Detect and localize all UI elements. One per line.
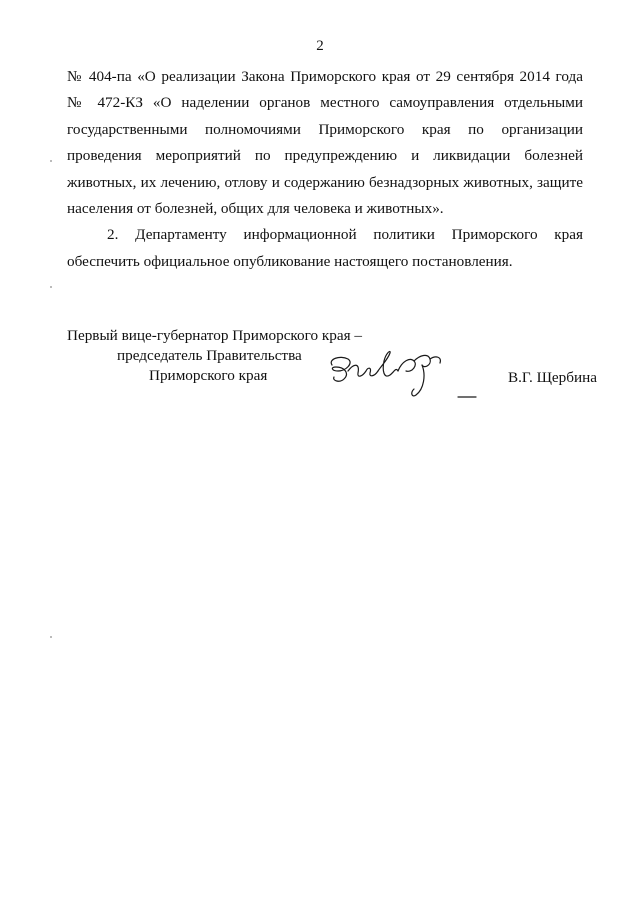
- paragraph-2-line: 2. Департаменту информационной политики Приморского края: [107, 226, 583, 244]
- paragraph-1-line: № 472-КЗ «О наделении органов местного самоуправления отдельными: [67, 94, 583, 112]
- scan-artifact-dot: [50, 160, 52, 162]
- paragraph-1-line: животных, их лечению, отлову и содержанию безнадзорных животных, защите: [67, 173, 583, 191]
- handwritten-signature: [318, 345, 488, 405]
- signatory-position-line-3: Приморского края: [149, 367, 268, 384]
- paragraph-2-line: обеспечить официальное опубликование настоящего постановления.: [67, 252, 513, 270]
- paragraph-1-line: № 404-па «О реализации Закона Приморского края от 29 сентября 2014 года: [67, 68, 583, 85]
- scan-artifact-dot: [50, 286, 52, 288]
- paragraph-1: [67, 64, 583, 222]
- paragraph-2: [67, 222, 583, 275]
- paragraph-1-line: государственными полномочиями Приморского края по организации: [67, 120, 583, 138]
- signatory-name: В.Г. Щербина: [508, 369, 597, 386]
- signatory-position-line-2: председатель Правительства: [117, 347, 302, 364]
- paragraph-1-line: проведения мероприятий по предупреждению и ликвидации болезней: [67, 147, 583, 165]
- scan-artifact-dot: [50, 636, 52, 638]
- page-number: 2: [316, 38, 324, 54]
- paragraph-1-line: населения от болезней, общих для человека и животных».: [67, 200, 444, 218]
- document-body: [67, 64, 583, 275]
- signatory-position-line-1: Первый вице-губернатор Приморского края –: [67, 327, 362, 344]
